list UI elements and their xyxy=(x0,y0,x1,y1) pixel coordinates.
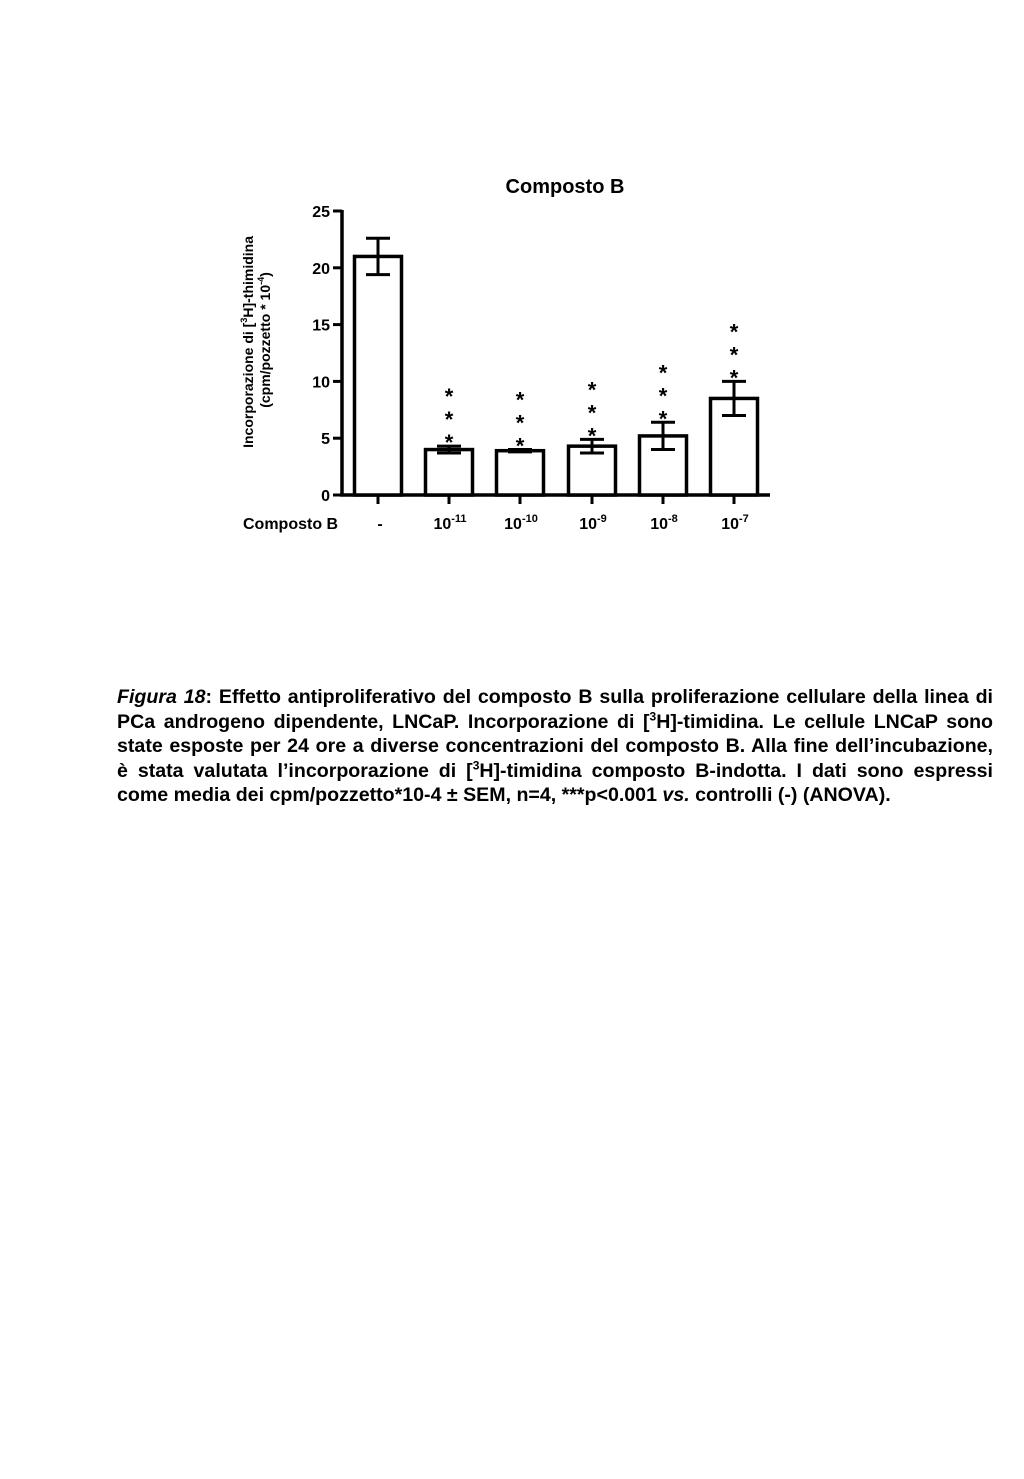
x-tick-label: - xyxy=(377,516,383,533)
y-tick-label: 5 xyxy=(321,431,330,449)
caption-label: Figura 18 xyxy=(117,686,206,708)
caption-sup-2: 3 xyxy=(472,757,480,772)
significance-star: * xyxy=(515,433,525,459)
significance-star: * xyxy=(658,383,668,409)
caption-text-1: Effetto antiproliferativo del composto B sulla proliferazione cellulare della linea di PCa androgeno dipendente, LNCaP. Incorporazione di [ xyxy=(117,686,993,733)
x-tick-label: $10^{-10}$ xyxy=(504,513,538,533)
bar-chart xyxy=(0,0,1024,600)
x-ticks xyxy=(377,495,748,533)
y-axis-label-line1: Incorporazione di [$^3$H]-thimidina xyxy=(239,235,256,448)
bar xyxy=(355,256,402,495)
caption-text-2: H]-timidina. Le cellule LNCaP sono state esposte per 24 ore a diverse concentrazioni del composto B. Alla fine dell’incubazione, è stata valutata l’incorporazione di [ xyxy=(117,710,994,782)
significance-star: * xyxy=(587,400,597,426)
y-tick-label: 15 xyxy=(312,317,330,335)
significance-star: * xyxy=(658,406,668,432)
x-tick-label: $10^{-8}$ xyxy=(650,513,678,533)
x-tick-label: $10^{-9}$ xyxy=(579,513,607,533)
x-axis-label: Composto B xyxy=(243,516,339,533)
caption-text-4: controlli (-) (ANOVA). xyxy=(689,784,891,806)
significance-star: * xyxy=(515,387,525,413)
error-bars xyxy=(366,238,746,456)
y-tick-label: 20 xyxy=(312,260,330,278)
significance-star: * xyxy=(587,377,597,403)
bar xyxy=(426,450,473,495)
significance-star: * xyxy=(658,360,668,386)
y-ticks xyxy=(312,204,342,505)
caption-vs: vs. xyxy=(662,784,690,806)
significance-markers xyxy=(445,319,739,458)
significance-star: * xyxy=(729,365,739,391)
y-tick-label: 0 xyxy=(321,488,330,505)
significance-star: * xyxy=(444,384,454,410)
y-axis-label-line2: (cpm/pozzetto * $10^{-4}$) xyxy=(256,272,273,408)
y-tick-label: 10 xyxy=(312,374,330,392)
caption-text-3: H]-timidina composto B-indotta. I dati sono espressi come media dei cpm/pozzetto*10-4 ± SEM, n=4, ***p<0.001 xyxy=(117,759,993,806)
significance-star: * xyxy=(515,410,525,436)
caption-colon: : xyxy=(205,686,213,708)
y-axis-label xyxy=(239,232,273,448)
chart-title: Composto B xyxy=(505,176,625,198)
significance-star: * xyxy=(444,407,454,433)
bars xyxy=(355,256,758,495)
x-tick-label: $10^{-11}$ xyxy=(433,513,467,533)
significance-star: * xyxy=(729,342,739,368)
y-tick-label: 25 xyxy=(312,204,330,221)
caption-sup-1: 3 xyxy=(649,708,657,723)
significance-star: * xyxy=(587,423,597,449)
significance-star: * xyxy=(444,430,454,456)
significance-star: * xyxy=(729,319,739,345)
x-tick-label: $10^{-7}$ xyxy=(721,513,749,533)
figure-caption xyxy=(117,685,993,808)
